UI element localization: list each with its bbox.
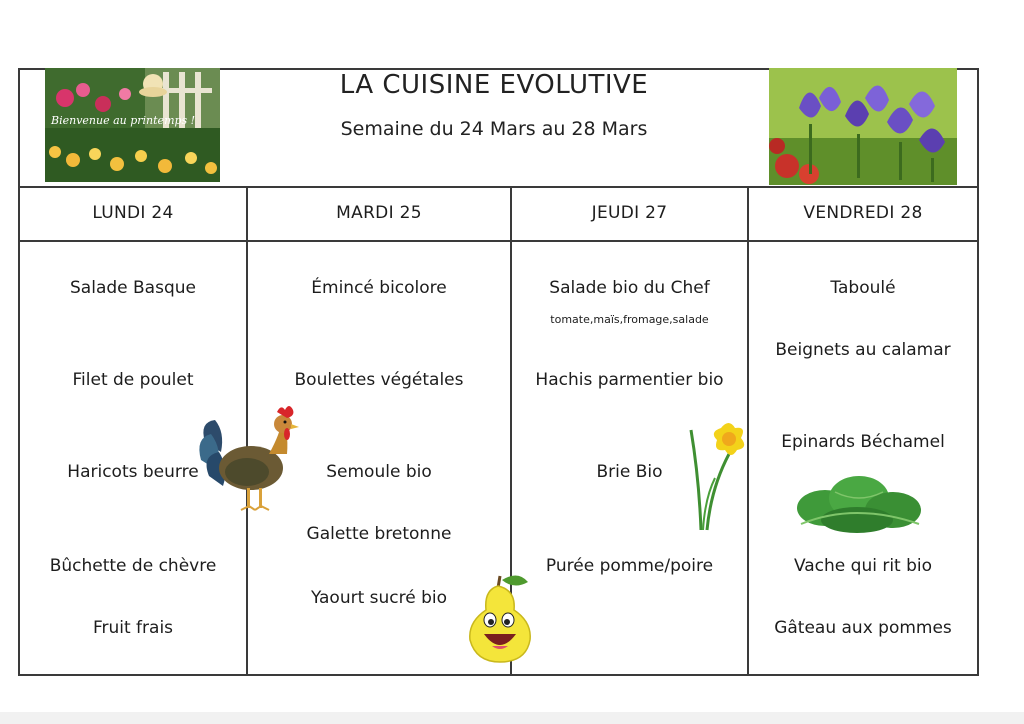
day-label-mardi: MARDI 25 [336,203,422,223]
spinach-leaves-illustration [795,468,925,536]
dish-vendredi-5: Gâteau aux pommes [774,618,952,638]
dish-mardi-3: Semoule bio [326,462,432,482]
page-footer-strip [0,712,1024,724]
frame-right-line [977,68,979,676]
dish-vendredi-4: Vache qui rit bio [793,556,933,576]
dish-jeudi-4: Purée pomme/poire [545,556,714,576]
dish-vendredi-1: Taboulé [830,278,896,298]
day-label-lundi: LUNDI 24 [92,203,174,223]
daffodil-illustration [685,418,751,532]
dish-lundi-5: Fruit frais [92,618,174,638]
menu-title: LA CUISINE EVOLUTIVE [339,70,649,100]
dish-jeudi-2: Hachis parmentier bio [535,370,724,390]
dish-lundi-2: Filet de poulet [72,370,194,390]
frame-bottom-line [18,674,979,676]
dish-lundi-3: Haricots beurre [67,462,199,482]
smiling-pear-illustration [462,570,536,664]
purple-crocus-photo [769,68,957,185]
day-label-jeudi: JEUDI 27 [591,203,668,223]
day-label-vendredi: VENDREDI 28 [803,203,923,223]
dish-lundi-1: Salade Basque [70,278,196,298]
dish-vendredi-2: Beignets au calamar [775,340,951,360]
dish-jeudi-1: Salade bio du Chef [549,278,710,298]
dish-mardi-4: Galette bretonne [306,524,452,544]
days-divider-line [18,240,979,242]
dish-mardi-5: Yaourt sucré bio [310,588,448,608]
photo-caption: Bienvenue au printemps ! [51,114,196,127]
dish-jeudi-3: Brie Bio [596,462,663,482]
header-divider-line [18,186,979,188]
dish-vendredi-3: Epinards Béchamel [781,432,945,452]
rooster-illustration [195,402,303,518]
dish-mardi-2: Boulettes végétales [294,370,464,390]
dish-jeudi-note: tomate,maïs,fromage,salade [550,313,709,326]
week-subtitle: Semaine du 24 Mars au 28 Mars [340,118,648,140]
dish-lundi-4: Bûchette de chèvre [49,556,217,576]
garden-flowers-photo [45,68,220,182]
dish-mardi-1: Émincé bicolore [311,278,447,298]
